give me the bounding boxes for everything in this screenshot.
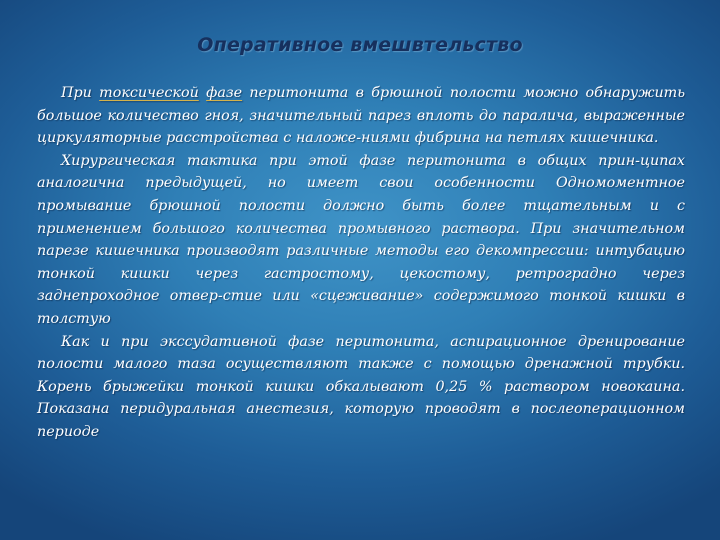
paragraph-exudative-phase: Как и при экссудативной фазе перитонита, аспирационное дренирование полости малого таза осуществляют также с помощью дренажной трубки. Корень брыжейки тонкой кишки обкалывают 0,25 % раствором новокаина. Показана перидуральная анестезия, которую проводят в послеоперационном периоде [37, 333, 685, 440]
underlined-term-toxic: токсической [99, 85, 199, 101]
paragraph-1-start: При [61, 85, 100, 101]
paragraph-1-rest: перитонита в брюшной полости можно обнаружить большое количество гноя, значительный парез вплоть до паралича, выраженные циркуляторные расстройства с наложе-ниями фибрина на петлях кишечника. [37, 85, 686, 147]
slide-body [37, 82, 685, 444]
slide-title: Оперативное вмешвтельство [197, 34, 523, 56]
paragraph-toxic-phase [37, 82, 685, 150]
underlined-term-phase: фазе [206, 85, 243, 101]
paragraph-surgical-tactics: Хирургическая тактика при этой фазе перитонита в общих прин-ципах аналогична предыдущей, но имеет свои особенности Одномоментное промывание брюшной полости должно быть более тщательным и с применением большого количества промывного раствора. При значительном парезе кишечника производят различные методы его декомпрессии: интубацию тонкой кишки через гастростому, цекостому, ретроградно через заднепроходное отвер-стие или «сцеживание» содержимого тонкой кишки в толстую [37, 152, 685, 327]
